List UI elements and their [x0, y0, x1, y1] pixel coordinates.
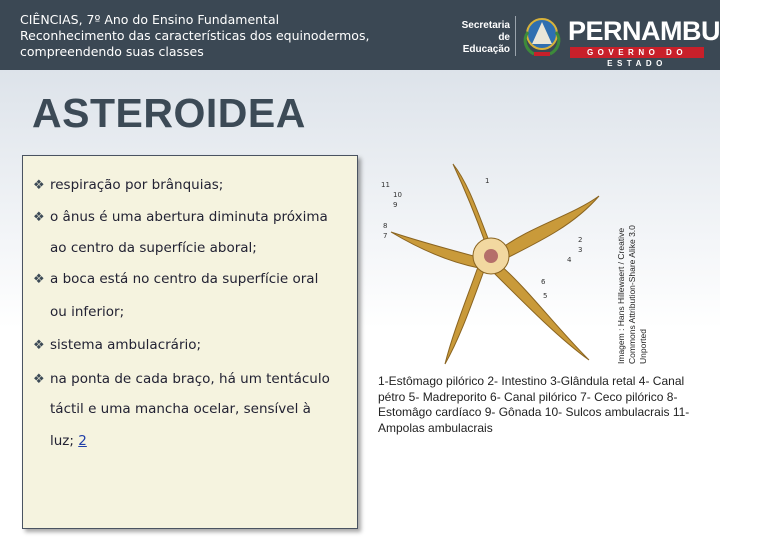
page-title: ASTEROIDEA — [32, 90, 306, 136]
bullet-text: na ponta de cada braço, há um tentáculo — [50, 371, 330, 387]
bullet-text: sistema ambulacrário; — [50, 337, 202, 353]
figure-caption: 1-Estômago pilórico 2- Intestino 3-Glândula retal 4- Canal pétro 5- Madreporito 6- Canal pilórico 7- Ceco pilórico 8- Estomâgo cardíaco 9- Gônada 10- Sulcos ambulacrais 11- Ampolas ambulacrais — [378, 374, 690, 435]
pernambuco-logo — [452, 10, 760, 68]
diamond-bullet-icon: ❖ — [33, 210, 45, 225]
figure-label: 2 — [578, 236, 583, 244]
state-sub: GOVERNO DO ESTADO — [586, 48, 688, 68]
state-name: PERNAMBUCO — [568, 16, 760, 46]
bullet-item — [33, 209, 328, 225]
secretaria-label — [452, 20, 510, 56]
figure-label: 5 — [543, 292, 548, 300]
header-title: CIÊNCIAS, 7º Ano do Ensino Fundamental Reconhecimento das características dos equinodermos, compreendendo suas classes — [20, 12, 370, 59]
secretaria-line-2: Educação — [462, 44, 510, 55]
diamond-bullet-icon: ❖ — [33, 272, 45, 287]
bullet-continuation — [33, 433, 87, 449]
figure-label: 3 — [578, 246, 583, 254]
secretaria-line-1: Secretaria de — [461, 20, 510, 43]
starfish-diagram — [373, 174, 617, 372]
figure-label: 10 — [393, 191, 402, 199]
diamond-bullet-icon: ❖ — [33, 372, 45, 387]
bullet-item — [33, 337, 201, 353]
bullet-text: o ânus é uma abertura diminuta próxima — [50, 209, 328, 225]
state-crest-icon — [522, 14, 562, 58]
figure-label: 4 — [567, 256, 572, 264]
header-bar — [0, 0, 760, 70]
bullet-item — [33, 371, 330, 387]
bullet-text: respiração por brânquias; — [50, 177, 224, 193]
bullet-text: luz; — [50, 433, 74, 449]
citation-link[interactable]: 2 — [78, 433, 87, 449]
figure-label: 1 — [485, 177, 490, 185]
figure-label: 7 — [383, 232, 388, 240]
bullet-item — [33, 271, 318, 287]
diamond-bullet-icon: ❖ — [33, 178, 45, 193]
bullet-continuation: táctil e uma mancha ocelar, sensível à — [50, 401, 311, 417]
starfish-body — [391, 164, 599, 364]
logo-divider — [515, 16, 516, 56]
figure-label: 11 — [381, 181, 390, 189]
bullet-continuation: ao centro da superfície aboral; — [50, 240, 257, 256]
figure-label: 6 — [541, 278, 546, 286]
figure-label: 9 — [393, 201, 398, 209]
bullet-item — [33, 177, 223, 193]
image-credit: Imagem : Hans Hillewaert / Creative Commons Attribution-Share Alike 3.0 Unported — [616, 225, 648, 364]
diamond-bullet-icon: ❖ — [33, 338, 45, 353]
bullet-box — [22, 155, 358, 529]
bullet-text: a boca está no centro da superfície oral — [50, 271, 319, 287]
bullet-continuation: ou inferior; — [50, 304, 125, 320]
figure-label: 8 — [383, 222, 388, 230]
